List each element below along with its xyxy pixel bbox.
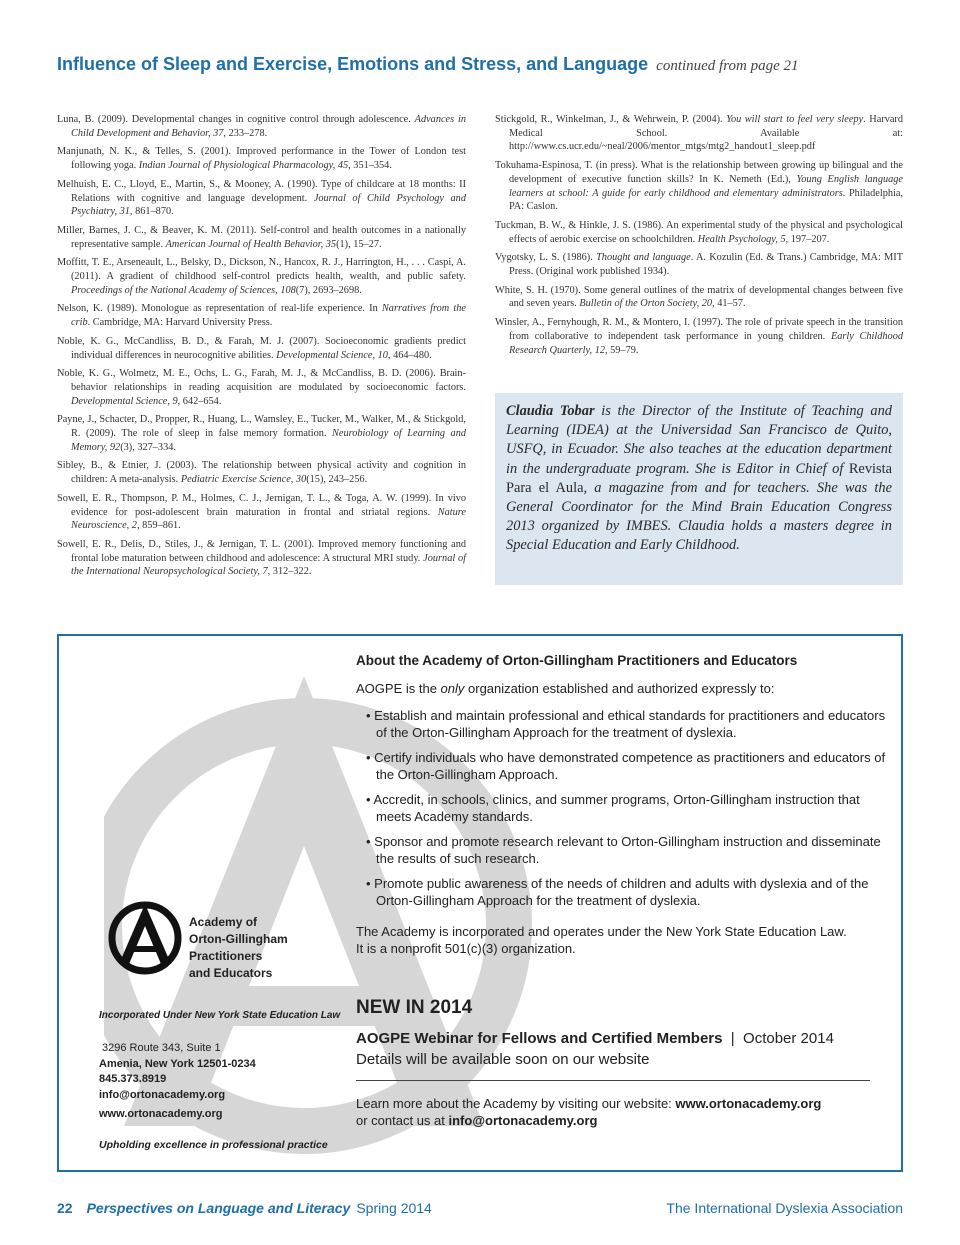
incorporated-line: Incorporated Under New York State Education Law bbox=[99, 1010, 341, 1021]
reference-text: , 312–322. bbox=[267, 566, 312, 578]
website-link[interactable]: www.ortonacademy.org bbox=[99, 1108, 223, 1120]
reference-entry bbox=[57, 256, 466, 297]
reference-entry bbox=[57, 145, 466, 172]
reference-source: Developmental Science, 10 bbox=[276, 349, 388, 361]
page-number: 22 bbox=[57, 1200, 73, 1216]
reference-source: Indian Journal of Physiological Pharmacology, 45 bbox=[138, 160, 349, 172]
incorporation-line: It is a nonprofit 501(c)(3) organization. bbox=[356, 941, 576, 956]
reference-entry bbox=[57, 178, 466, 219]
magazine-name: Revista Para el Aula bbox=[506, 460, 892, 496]
learn-website-link[interactable]: www.ortonacademy.org bbox=[675, 1096, 822, 1111]
references-right-column bbox=[495, 113, 903, 362]
reference-text: Nelson, K. (1989). Monologue as representation of real-life experience. In bbox=[57, 303, 382, 315]
lead-emphasis: only bbox=[440, 681, 465, 696]
reference-source: Advances in Child Development and Behavior, 37 bbox=[71, 114, 466, 139]
aogpe-advertisement bbox=[57, 634, 903, 1172]
author-bio-box bbox=[495, 393, 903, 585]
reference-entry bbox=[57, 224, 466, 251]
academy-name-block bbox=[189, 914, 288, 982]
reference-text: , 861–870. bbox=[129, 206, 174, 218]
reference-text: Tuckman, B. W., & Hinkle, J. S. (1986). An experimental study of the physical and psychological effects of aerobic exercise on schoolchildren. bbox=[495, 219, 903, 245]
page-footer bbox=[57, 1200, 903, 1218]
slogan: Upholding excellence in professional practice bbox=[99, 1139, 328, 1151]
reference-text: Sowell, E. R., Thompson, P. M., Holmes, C. J., Jernigan, T. L., & Toga, A. W. (1999). In vivo evidence for post-adolescent brain maturation in frontal and striatal regions. bbox=[57, 492, 466, 518]
reference-entry bbox=[57, 367, 466, 408]
reference-text: Manjunath, N. K., & Telles, S. (2001). Improved performance in the Tower of London test following yoga. bbox=[57, 146, 466, 172]
reference-entry bbox=[57, 459, 466, 486]
learn-text: Learn more about the Academy by visiting our website: bbox=[356, 1096, 676, 1111]
divider bbox=[356, 1080, 870, 1081]
reference-text: Melhuish, E. C., Lloyd, E., Martin, S., & Mooney, A. (1990). Type of childcare at 18 months: II Relations with cognitive and language development. bbox=[57, 178, 466, 204]
reference-source: Proceedings of the National Academy of Sciences, 108 bbox=[71, 284, 296, 296]
mission-bullet: • Certify individuals who have demonstrated competence as practitioners and educators of the Orton-Gillingham Approach. bbox=[366, 750, 886, 782]
reference-entry bbox=[495, 284, 903, 311]
ad-heading: About the Academy of Orton-Gillingham Practitioners and Educators bbox=[356, 653, 798, 668]
lead-text: AOGPE is the bbox=[356, 681, 441, 696]
lead-text: organization established and authorized expressly to: bbox=[464, 681, 775, 696]
journal-name: Perspectives on Language and Literacy bbox=[86, 1200, 351, 1216]
reference-entry bbox=[495, 316, 903, 357]
contact-address bbox=[99, 1041, 256, 1103]
mission-bullet: • Establish and maintain professional and ethical standards for practitioners and educators of the Orton-Gillingham Approach for the treatment of dyslexia. bbox=[366, 708, 886, 740]
reference-text: , 859–861. bbox=[136, 520, 181, 532]
continued-note: continued from page 21 bbox=[656, 58, 799, 74]
org-line: and Educators bbox=[189, 966, 273, 980]
phone-number: 845.373.8919 bbox=[99, 1073, 167, 1085]
org-line: Practitioners bbox=[189, 949, 263, 963]
reference-entry bbox=[57, 113, 466, 140]
new-in-2014-heading: NEW IN 2014 bbox=[356, 997, 473, 1018]
reference-entry bbox=[495, 219, 903, 246]
reference-text: Noble, K. G., McCandliss, B. D., & Farah, M. J. (2007). Socioeconomic gradients predict individual differences in neurocognitive abilities. bbox=[57, 335, 466, 361]
reference-text: , 233–278. bbox=[223, 127, 268, 139]
learn-text: or contact us at bbox=[356, 1113, 449, 1128]
reference-text: , 464–480. bbox=[387, 349, 432, 361]
reference-text: (7), 2693–2698. bbox=[295, 284, 362, 296]
address-line-1: 3296 Route 343, Suite 1 bbox=[102, 1042, 221, 1054]
reference-text: . Harvard Medical School. Available at: http://www.cs.ucr.edu/~neal/2006/mentor_mtgs/mtg2_handout1_sleep.pdf bbox=[509, 114, 903, 153]
reference-source: Thought and language bbox=[596, 252, 691, 264]
reference-text: Winsler, A., Fernyhough, R. M., & Montero, I. (1997). The role of private speech in the transition from collaborative to independent task performance in young children. bbox=[495, 317, 903, 342]
reference-text: . Philadelphia, PA: Caslon. bbox=[509, 187, 904, 213]
reference-text: , 59–79. bbox=[605, 344, 639, 356]
reference-text: (15), 243–256. bbox=[306, 474, 368, 486]
reference-text: Payne, J., Schacter, D., Propper, R., Huang, L., Wamsley, E., Tucker, M., Walker, M., & Stickgold, R. (2009). The role of sleep in false memory formation. bbox=[57, 414, 466, 440]
reference-text: , 351–354. bbox=[348, 160, 392, 172]
ad-lead bbox=[356, 680, 886, 697]
reference-text: , 642–654. bbox=[177, 395, 222, 407]
ad-text-column bbox=[356, 652, 886, 1129]
reference-source: You will start to feel very sleepy bbox=[726, 114, 864, 125]
reference-text: . A. Kozulin (Ed. & Trans.) Cambridge, MA: MIT Press. (Original work published 1934). bbox=[509, 252, 903, 278]
mission-bullet: • Accredit, in schools, clinics, and summer programs, Orton-Gillingham instruction that meets Academy standards. bbox=[366, 792, 860, 824]
learn-email-link[interactable]: info@ortonacademy.org bbox=[448, 1113, 598, 1128]
reference-source: Young English language learners at school: A guide for early childhood and elementary administrators bbox=[509, 173, 903, 199]
association-name: The International Dyslexia Association bbox=[666, 1200, 903, 1216]
author-name: Claudia Tobar bbox=[506, 403, 595, 419]
bio-text-2: , a magazine from and for teachers. She was the General Coordinator for the Mind Brain Education Congress 2013 organized by IMBES. Claudia holds a masters degree in Special Education and Early Childhood. bbox=[506, 479, 892, 554]
reference-source: Nature Neuroscience, 2 bbox=[71, 506, 466, 532]
reference-text: Noble, K. G., Wolmetz, M. E., Ochs, L. G., Farah, M. J., & McCandliss, B. D. (2006). Brain-behavior relationships in reading acquisition are modulated by socioeconomic factors. bbox=[57, 368, 466, 393]
address-line-2: Amenia, New York 12501-0234 bbox=[99, 1057, 256, 1070]
webinar-title: AOGPE Webinar for Fellows and Certified Members bbox=[356, 1030, 723, 1047]
reference-entry bbox=[57, 492, 466, 533]
reference-source: Journal of Child Psychology and Psychiatry, 31 bbox=[71, 192, 466, 218]
reference-entry bbox=[495, 251, 903, 278]
reference-source: Narratives from the crib bbox=[71, 303, 466, 329]
article-title: Influence of Sleep and Exercise, Emotions and Stress, and Language bbox=[57, 54, 649, 74]
page-header bbox=[57, 54, 917, 75]
webinar-date: | October 2014 bbox=[722, 1030, 834, 1047]
reference-entry bbox=[495, 113, 903, 154]
reference-source: Developmental Science, 9 bbox=[71, 395, 178, 407]
reference-source: Early Childhood Research Quarterly, 12 bbox=[509, 330, 903, 356]
reference-entry bbox=[57, 413, 466, 454]
reference-source: Health Psychology, 5 bbox=[697, 233, 786, 245]
reference-entry bbox=[57, 302, 466, 329]
reference-text: Luna, B. (2009). Developmental changes in cognitive control through adolescence. bbox=[57, 114, 415, 125]
learn-more bbox=[356, 1095, 886, 1129]
reference-text: Vygotsky, L. S. (1986). bbox=[495, 252, 597, 264]
issue-season: Spring 2014 bbox=[356, 1200, 432, 1216]
email-address[interactable]: info@ortonacademy.org bbox=[99, 1088, 226, 1101]
reference-source: American Journal of Health Behavior, 35 bbox=[165, 238, 337, 250]
reference-text: , 41–57. bbox=[712, 298, 746, 310]
reference-text: Sibley, B., & Etnier, J. (2003). The relationship between physical activity and cognition in children: A meta-analysis. bbox=[57, 460, 466, 486]
reference-text: Tokuhama-Espinosa, T. (in press). What is the relationship between growing up bilingual and the development of executive function skills? In K. Nemeth (Ed.), bbox=[495, 160, 903, 185]
reference-source: Pediatric Exercise Science, 30 bbox=[180, 474, 307, 486]
reference-source: Neurobiology of Learning and Memory, 92 bbox=[71, 428, 467, 453]
reference-text: Sowell, E. R., Delis, D., Stiles, J., & Jernigan, T. L. (2001). Improved memory functioning and frontal lobe maturation between childhood and adolescence: A structural MRI study. bbox=[57, 538, 466, 564]
reference-source: Bulletin of the Orton Society, 20 bbox=[579, 298, 713, 310]
reference-text: , 197–207. bbox=[785, 233, 830, 245]
webinar-note: Details will be available soon on our website bbox=[356, 1051, 650, 1068]
org-line: Academy of bbox=[189, 915, 258, 929]
reference-text: (3), 327–334. bbox=[120, 441, 176, 453]
incorporation-line: The Academy is incorporated and operates under the New York State Education Law. bbox=[356, 924, 847, 939]
reference-text: Miller, Barnes, J. C., & Beaver, K. M. (2011). Self-control and health outcomes in a nationally representative sample. bbox=[57, 224, 466, 250]
webinar-announcement bbox=[356, 1028, 886, 1070]
mission-bullet: • Sponsor and promote research relevant to Orton-Gillingham instruction and disseminate the results of such research. bbox=[366, 834, 881, 866]
reference-entry bbox=[495, 159, 903, 214]
incorporation-note bbox=[356, 923, 886, 957]
org-line: Orton-Gillingham bbox=[189, 932, 288, 946]
aogpe-logo-icon bbox=[107, 900, 183, 976]
reference-text: White, S. H. (1970). Some general outlines of the matrix of developmental changes between five and seven years. bbox=[495, 284, 903, 310]
reference-text: . Cambridge, MA: Harvard University Press. bbox=[87, 317, 273, 329]
reference-source: Journal of the International Neuropsychological Society, 7 bbox=[71, 552, 466, 578]
reference-entry bbox=[57, 538, 466, 579]
reference-entry bbox=[57, 335, 466, 362]
reference-text: (1), 15–27. bbox=[336, 238, 382, 250]
reference-text: Stickgold, R., Winkelman, J., & Wehrwein, P. (2004). bbox=[495, 114, 727, 125]
reference-text: Moffitt, T. E., Arseneault, L., Belsky, D., Dickson, N., Hancox, R. J., Harrington, H., . . . Caspi, A. (2011). A gradient of childhood self-control predicts health, wealth, and public safety. bbox=[57, 257, 466, 283]
mission-bullet: • Promote public awareness of the needs of children and adults with dyslexia and of the Orton-Gillingham Approach for the treatment of dyslexia. bbox=[366, 876, 869, 908]
references-left-column bbox=[57, 113, 466, 584]
bio-text-1: is the Director of the Institute of Teaching and Learning (IDEA) at the Universidad San Francisco de Quito, USFQ, in Ecuador. She also teaches at the education department in the undergraduate program. She is Editor in Chief of bbox=[506, 403, 892, 477]
